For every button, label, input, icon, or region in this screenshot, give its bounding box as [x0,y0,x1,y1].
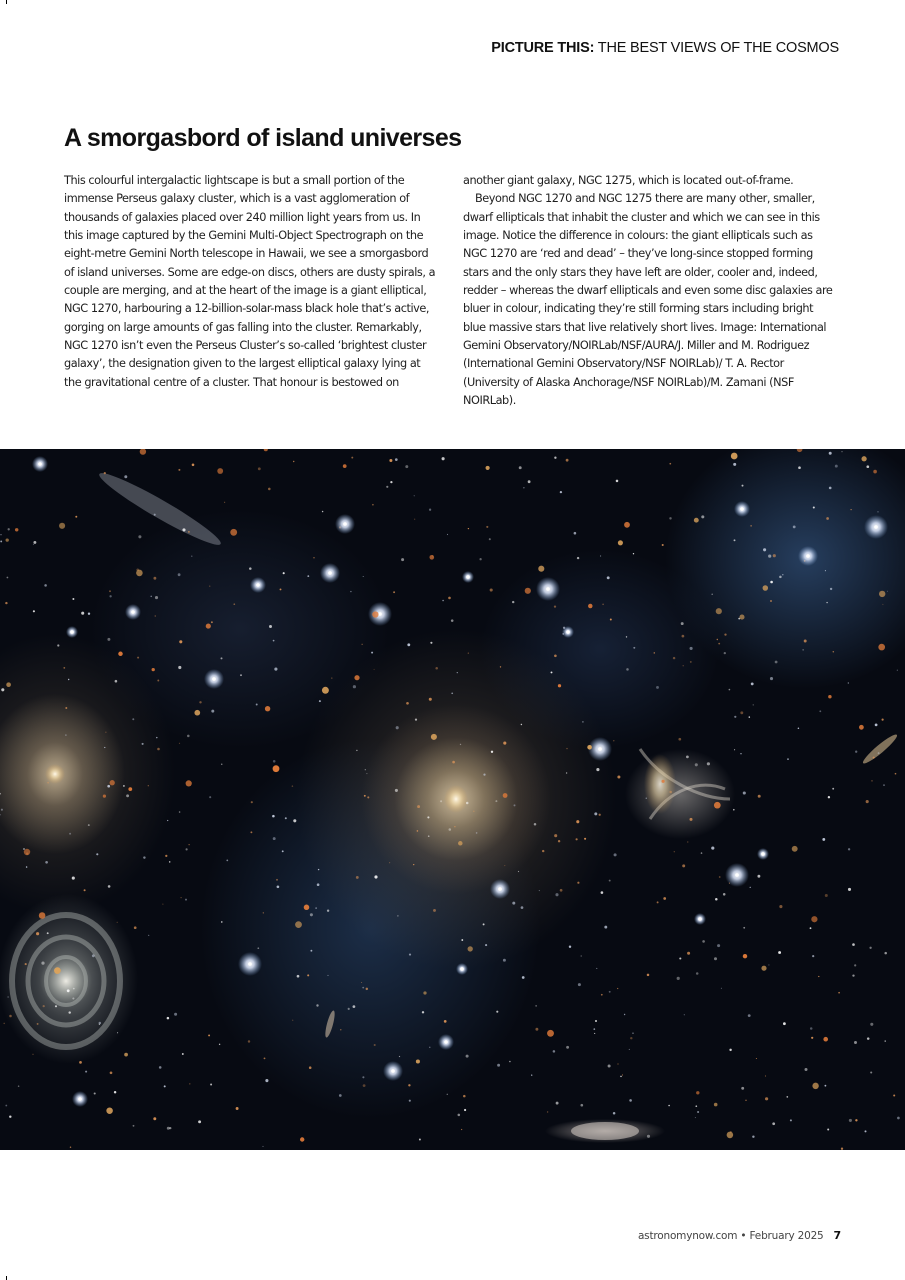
crop-mark-bottom [6,1276,7,1280]
article-column-right [463,172,835,410]
paragraph: Beyond NGC 1270 and NGC 1275 there are many other, smaller, dwarf ellipticals that inhabit the cluster and which we can see in this image. Notice the difference in colours: the giant ellipticals such as NGC 1270 are ‘red and dead’ – they’ve long-since stopped forming stars and the only stars they have left are older, cooler and, indeed, redder – whereas the dwarf ellipticals and even some disc galaxies are bluer in colour, indicating they’re still forming stars including bright blue massive stars that live relatively short lives. Image: International Gemini Observatory/NOIRLab/NSF/AURA/J. Miller and M. Rodriguez (International Gemini Observatory/NSF NOIRLab)/ T. A. Rector (University of Alaska Anchorage/NSF NOIRLab)/M. Zamani (NSF NOIRLab). [463,192,833,408]
page-footer [638,1229,841,1242]
starfield [0,449,905,1150]
article-title: A smorgasbord of island universes [64,124,462,152]
section-header [491,40,839,56]
header-kicker: PICTURE THIS: [491,40,595,56]
header-section: THE BEST VIEWS OF THE COSMOS [597,40,839,56]
article-column-left [64,172,436,392]
crop-mark-top [6,0,7,4]
galaxy-cluster-image [0,449,905,1150]
page-number: 7 [833,1229,841,1242]
footer-site-date: astronomynow.com • February 2025 [637,1230,824,1242]
paragraph: another giant galaxy, NGC 1275, which is located out-of-frame. [463,174,794,187]
paragraph: This colourful intergalactic lightscape is but a small portion of the immense Perseus galaxy cluster, which is a vast agglomeration of thousands of galaxies placed over 240 million light years from us. In this image captured by the Gemini Multi-Object Spectrograph on the eight-metre Gemini North telescope in Hawaii, we see a smorgasbord of island universes. Some are edge-on discs, others are dusty spirals, a couple are merging, and at the heart of the image is a giant elliptical, NGC 1270, harbouring a 12-billion-solar-mass black hole that’s active, gorging on large amounts of gas falling into the cluster. Remarkably, NGC 1270 isn’t even the Perseus Cluster’s so-called ‘brightest cluster galaxy’, the designation given to the largest elliptical galaxy lying at the gravitational centre of a cluster. That honour is bestowed on [64,174,436,389]
